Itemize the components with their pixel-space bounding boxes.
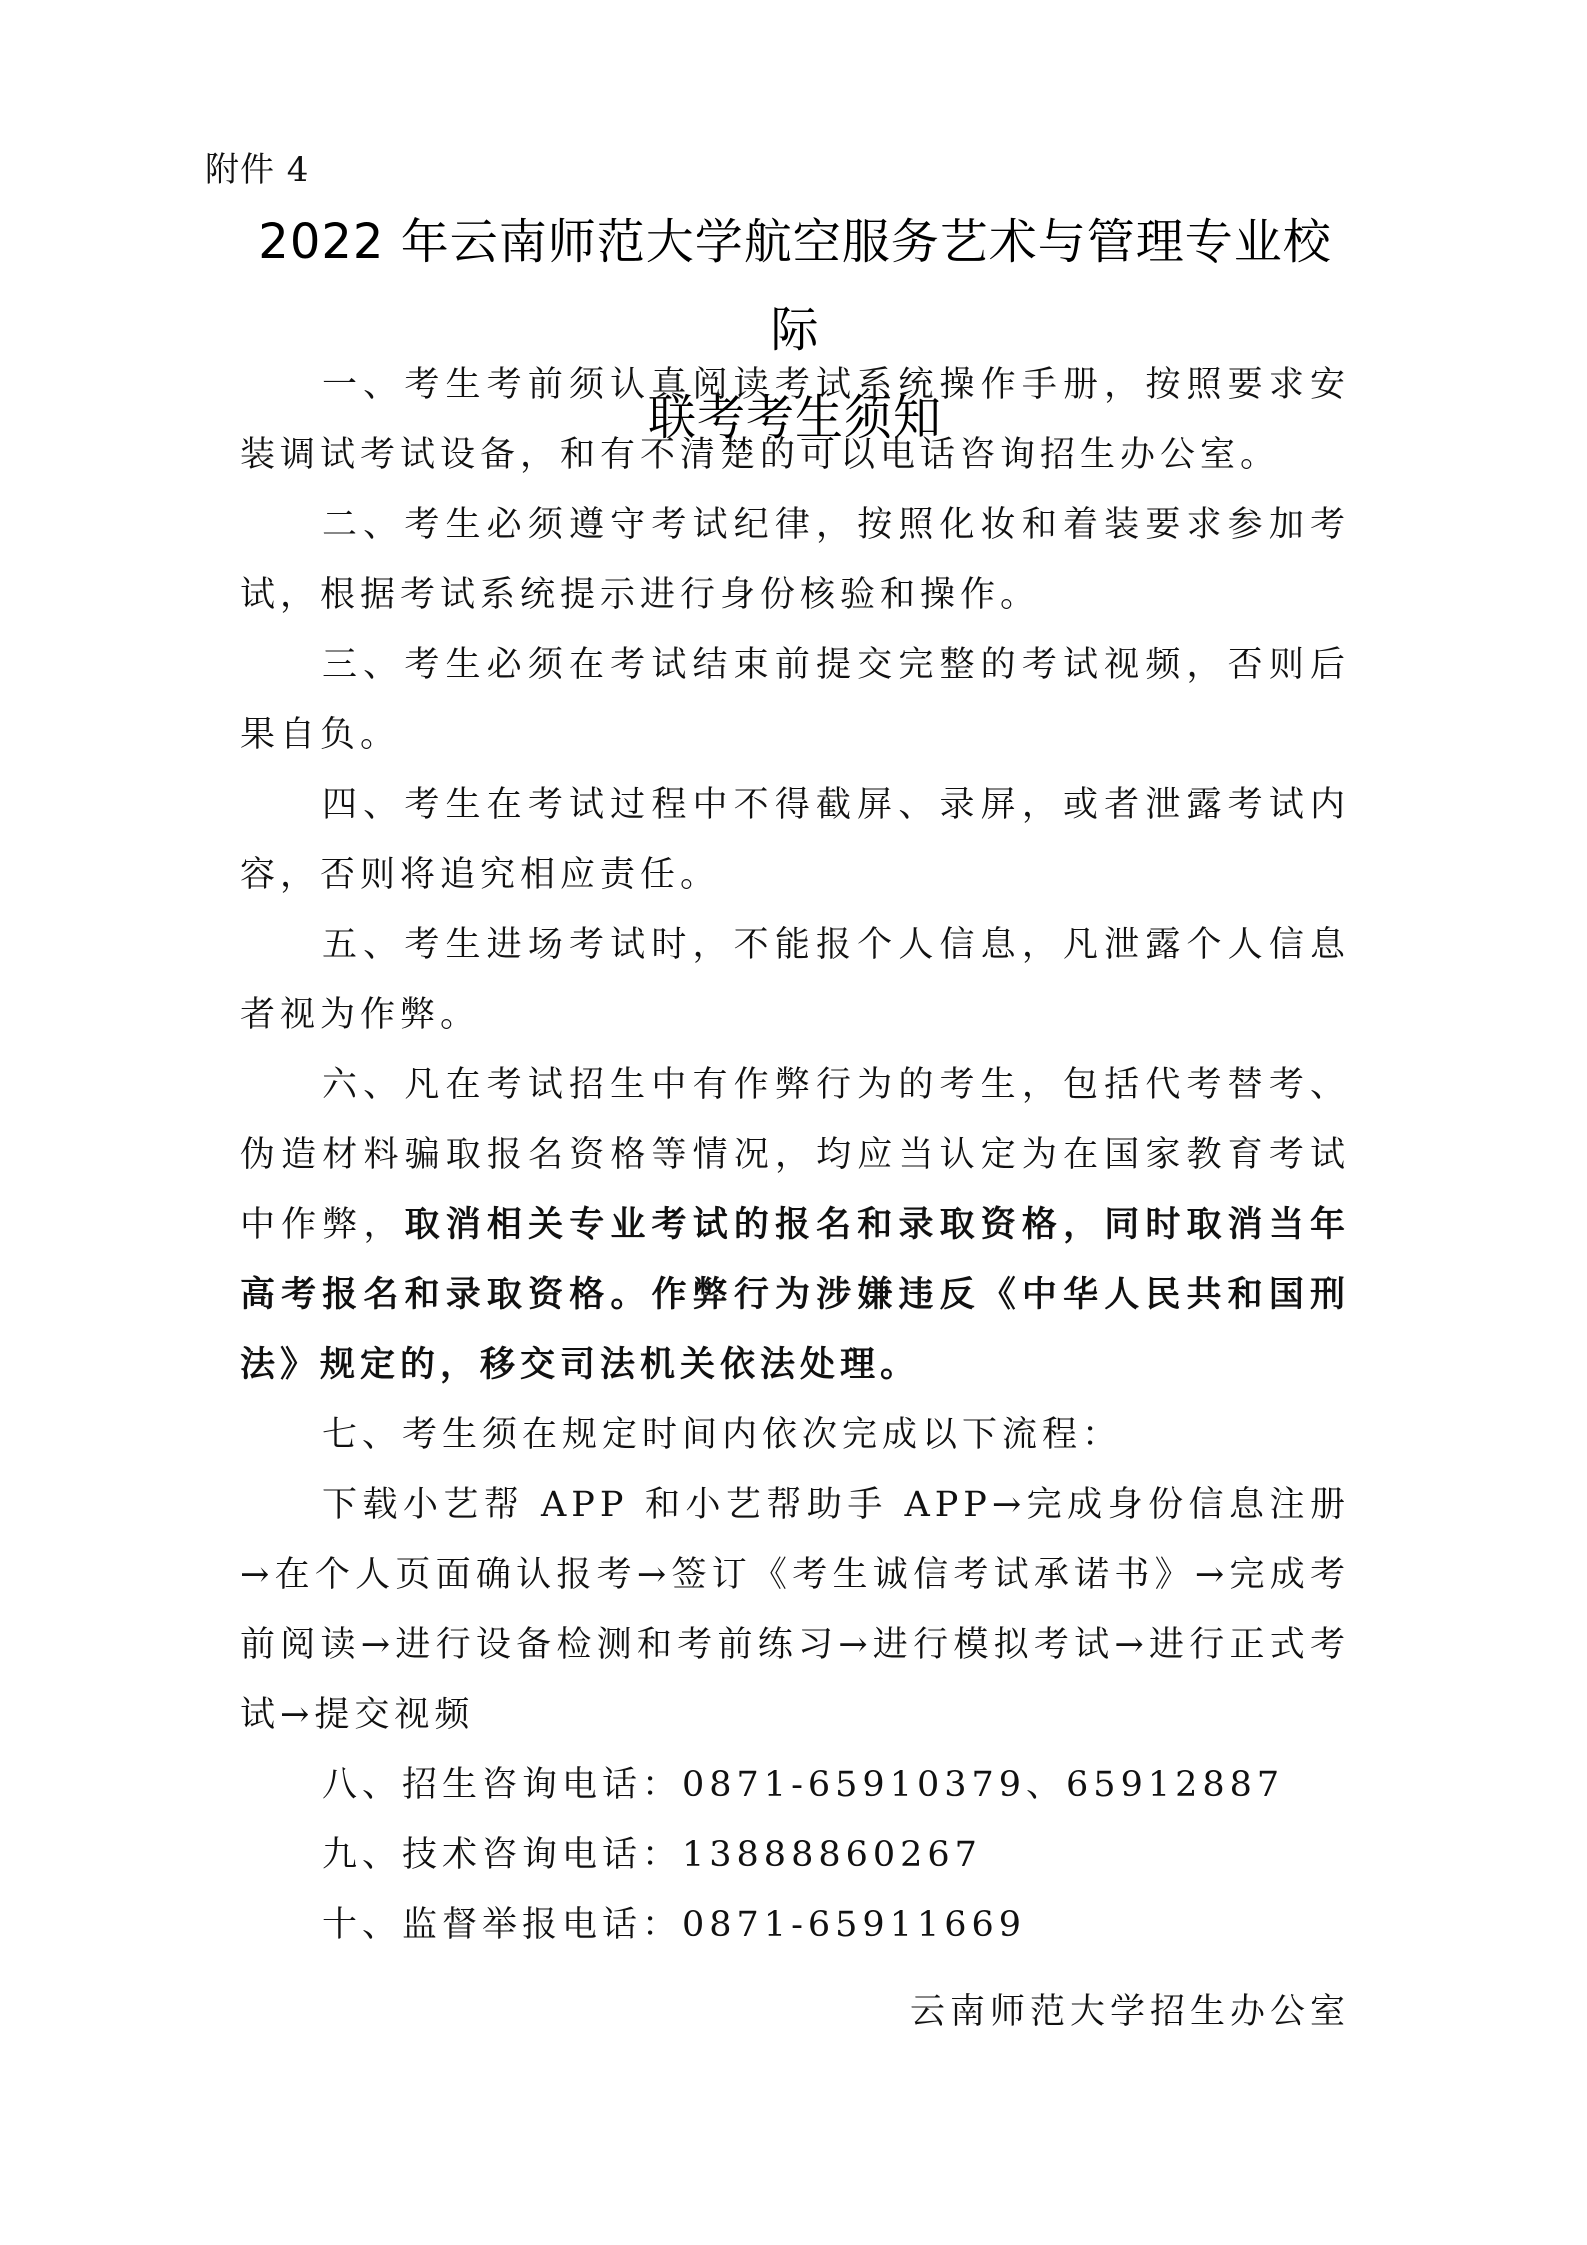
notice-item-1: 一、考生考前须认真阅读考试系统操作手册，按照要求安装调试考试设备，和有不清楚的可以电话咨询招生办公室。 (240, 365, 1350, 475)
notice-item-7-flow: 下载小艺帮 APP 和小艺帮助手 APP→完成身份信息注册→在个人页面确认报考→签订《考生诚信考试承诺书》→完成考前阅读→进行设备检测和考前练习→进行模拟考试→进行正式考试→提交视频 (240, 1485, 1350, 1735)
notice-item-7-heading: 七、考生须在规定时间内依次完成以下流程： (322, 1415, 1123, 1455)
notice-item-10: 十、监督举报电话：0871-65911669 (322, 1905, 1027, 1945)
notice-item-6-text: 六、凡在考试招生中有作弊行为的考生，包括代考替考、伪造材料骗取报名资格等情况，均应当认定为在国家教育考试中作弊， (240, 1065, 1350, 1245)
notice-item-5: 五、考生进场考试时，不能报个人信息，凡泄露个人信息者视为作弊。 (240, 925, 1350, 1035)
notice-body (240, 350, 1350, 1960)
attachment-label: 附件 4 (205, 150, 310, 190)
title-line-2: 联考考生须知 (647, 390, 942, 446)
notice-item-9: 九、技术咨询电话：13888860267 (322, 1835, 982, 1875)
notice-item-8: 八、招生咨询电话：0871-65910379、65912887 (322, 1765, 1285, 1805)
notice-item-6-bold-text: 取消相关专业考试的报名和录取资格，同时取消当年高考报名和录取资格。作弊行为涉嫌违反《中华人民共和国刑法》规定的，移交司法机关依法处理。 (240, 1204, 1350, 1385)
title-line-1: 2022 年云南师范大学航空服务艺术与管理专业校际 (258, 214, 1332, 358)
notice-item-3: 三、考生必须在考试结束前提交完整的考试视频，否则后果自负。 (240, 645, 1350, 755)
notice-item-6 (240, 1050, 1350, 1400)
signature: 云南师范大学招生办公室 (909, 1992, 1350, 2032)
notice-item-4: 四、考生在考试过程中不得截屏、录屏，或者泄露考试内容，否则将追究相应责任。 (240, 785, 1350, 895)
notice-item-2: 二、考生必须遵守考试纪律，按照化妆和着装要求参加考试，根据考试系统提示进行身份核验和操作。 (240, 505, 1350, 615)
